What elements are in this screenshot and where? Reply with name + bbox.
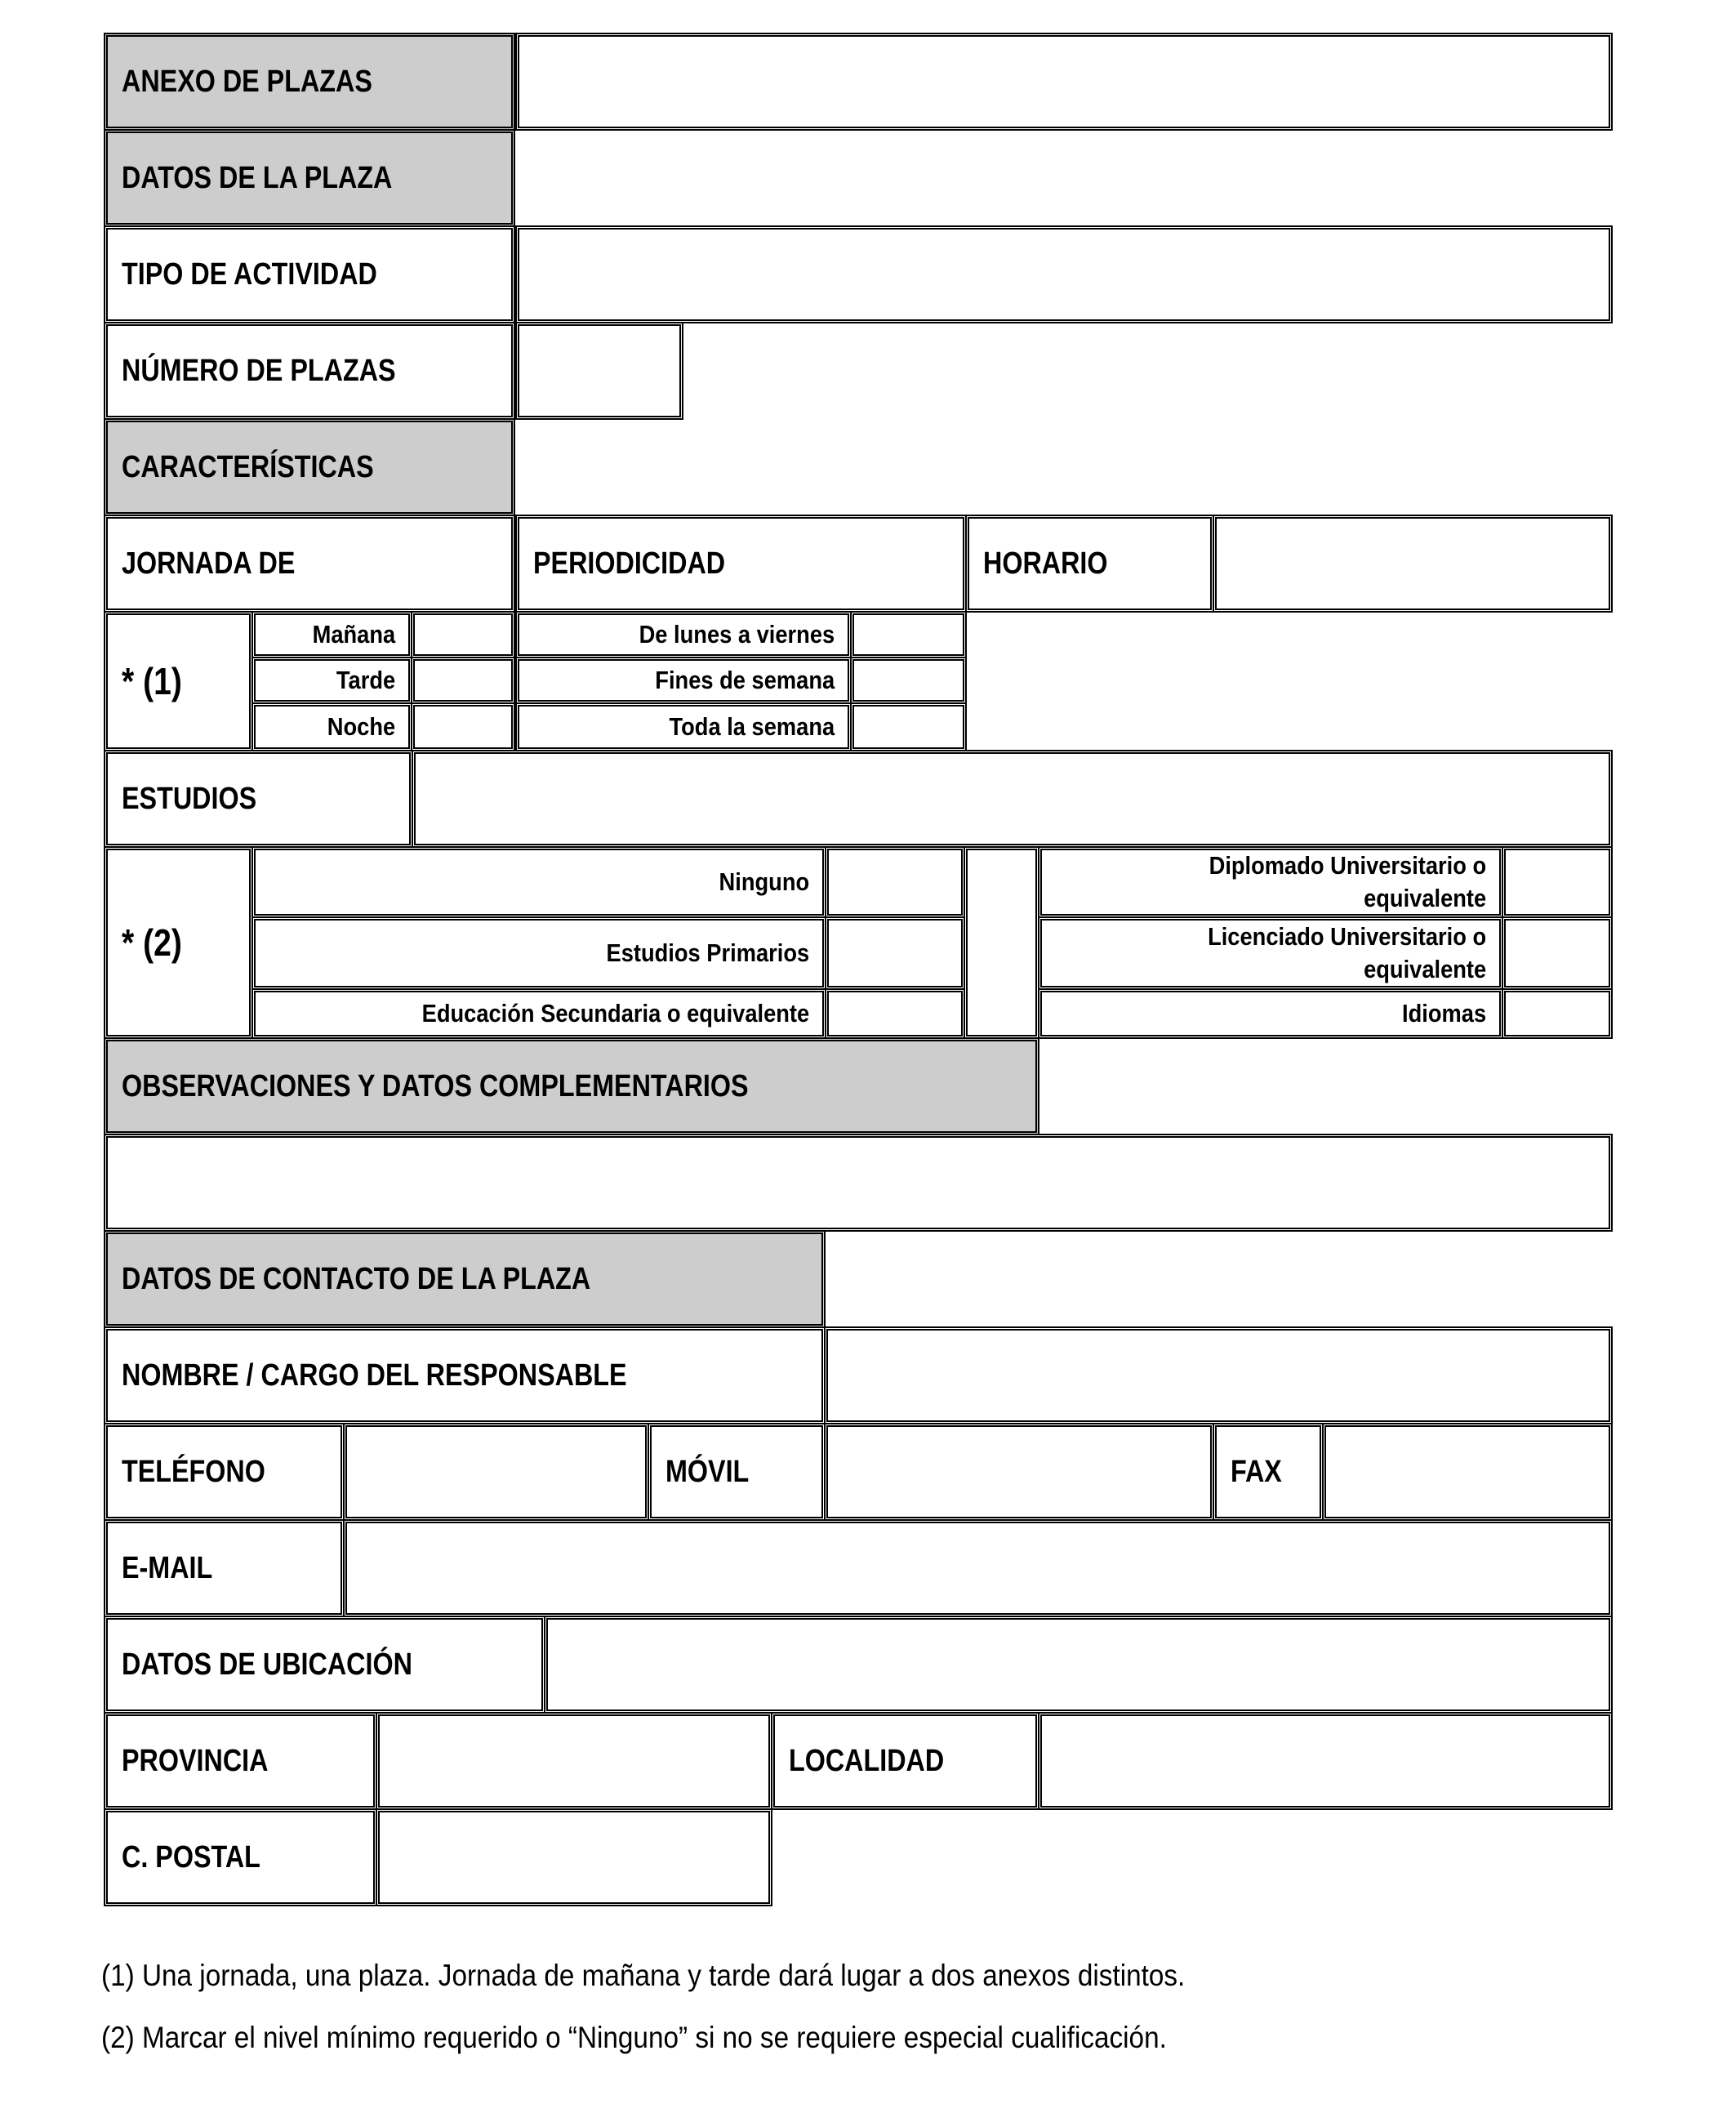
periodicidad-option-toda-semana <box>515 702 852 751</box>
periodicidad-option-fines-semana <box>515 657 852 704</box>
periodicidad-option-label: De lunes a viernes <box>639 620 835 649</box>
datos-de-la-plaza-label: DATOS DE LA PLAZA <box>122 160 393 195</box>
observaciones-label: OBSERVACIONES Y DATOS COMPLEMENTARIOS <box>122 1068 749 1103</box>
observaciones-field[interactable] <box>104 1134 1613 1232</box>
jornada-checkbox-manana[interactable] <box>411 611 515 658</box>
localidad-cell <box>771 1712 1039 1810</box>
caracteristicas-label: CARACTERÍSTICAS <box>122 449 374 484</box>
jornada-option-manana <box>251 611 412 658</box>
periodicidad-option-label: Toda la semana <box>669 712 835 741</box>
tipo-de-actividad-field[interactable] <box>515 225 1613 323</box>
movil-cell <box>648 1423 826 1521</box>
localidad-label: LOCALIDAD <box>789 1743 945 1778</box>
movil-field[interactable] <box>824 1423 1214 1521</box>
provincia-field[interactable] <box>376 1712 772 1810</box>
periodicidad-option-lunes-viernes <box>515 611 852 658</box>
estudios-option-label: Educación Secundaria o equivalente <box>421 999 810 1028</box>
periodicidad-checkbox-fines-semana[interactable] <box>850 657 967 704</box>
nombre-cargo-label: NOMBRE / CARGO DEL RESPONSABLE <box>122 1357 627 1393</box>
observaciones-header <box>104 1037 1039 1135</box>
email-cell <box>104 1519 345 1617</box>
estudios-checkbox-ninguno[interactable] <box>825 846 965 918</box>
datos-contacto-label: DATOS DE CONTACTO DE LA PLAZA <box>122 1261 591 1296</box>
caracteristicas-header <box>104 418 515 516</box>
ref2-cell <box>104 846 253 1039</box>
periodicidad-cell <box>515 515 967 613</box>
provincia-cell <box>104 1712 377 1810</box>
jornada-option-noche <box>251 702 412 751</box>
codigo-postal-label: C. POSTAL <box>122 1839 260 1875</box>
estudios-option-label: Ninguno <box>719 867 810 896</box>
fax-label: FAX <box>1231 1454 1282 1489</box>
anexo-de-plazas-label: ANEXO DE PLAZAS <box>122 64 372 99</box>
telefono-field[interactable] <box>343 1423 649 1521</box>
datos-ubicacion-label: DATOS DE UBICACIÓN <box>122 1647 412 1682</box>
estudios-cell <box>104 750 413 848</box>
tipo-de-actividad-label: TIPO DE ACTIVIDAD <box>122 256 377 292</box>
jornada-option-label: Tarde <box>336 666 396 694</box>
estudios-option-label: Idiomas <box>1402 999 1487 1028</box>
jornada-checkbox-tarde[interactable] <box>411 657 515 704</box>
estudios-label: ESTUDIOS <box>122 781 257 816</box>
anexo-de-plazas-header <box>104 33 515 131</box>
estudios-option-licenciado <box>1038 916 1503 990</box>
estudios-checkbox-idiomas[interactable] <box>1502 988 1613 1039</box>
jornada-option-tarde <box>251 657 412 704</box>
horario-label: HORARIO <box>983 546 1108 581</box>
ref1-cell <box>104 611 253 751</box>
ref1-marker: * (1) <box>122 660 182 702</box>
nombre-cargo-field[interactable] <box>824 1326 1613 1424</box>
estudios-spacer <box>964 846 1039 1039</box>
nombre-cargo-cell <box>104 1326 826 1424</box>
horario-field[interactable] <box>1213 515 1613 613</box>
estudios-checkbox-licenciado[interactable] <box>1502 916 1613 990</box>
footnote-2: (2) Marcar el nivel mínimo requerido o “Ninguno” si no se requiere especial cualificación. <box>101 2021 1167 2054</box>
estudios-option-idiomas <box>1038 988 1503 1039</box>
jornada-de-label: JORNADA DE <box>122 546 296 581</box>
estudios-checkbox-secundaria[interactable] <box>825 988 965 1039</box>
estudios-option-diplomado <box>1038 846 1503 918</box>
datos-de-la-plaza-header <box>104 129 515 227</box>
periodicidad-option-label: Fines de semana <box>655 666 835 694</box>
estudios-option-label: Diplomado Universitario o equivalente <box>1209 851 1487 912</box>
email-label: E-MAIL <box>122 1550 213 1585</box>
estudios-option-primarios <box>251 916 826 990</box>
estudios-option-label: Licenciado Universitario o equivalente <box>1208 922 1487 983</box>
movil-label: MÓVIL <box>665 1454 750 1489</box>
jornada-option-label: Mañana <box>312 620 396 649</box>
email-field[interactable] <box>343 1519 1613 1617</box>
datos-contacto-header <box>104 1230 826 1328</box>
jornada-option-label: Noche <box>327 712 396 741</box>
estudios-checkbox-primarios[interactable] <box>825 916 965 990</box>
estudios-option-secundaria <box>251 988 826 1039</box>
periodicidad-label: PERIODICIDAD <box>533 546 726 581</box>
localidad-field[interactable] <box>1038 1712 1613 1810</box>
estudios-checkbox-diplomado[interactable] <box>1502 846 1613 918</box>
numero-de-plazas-cell <box>104 322 515 420</box>
anexo-de-plazas-field[interactable] <box>515 33 1613 131</box>
estudios-field[interactable] <box>412 750 1613 848</box>
footnote-1: (1) Una jornada, una plaza. Jornada de mañana y tarde dará lugar a dos anexos distintos. <box>101 1959 1186 1992</box>
fax-cell <box>1213 1423 1324 1521</box>
codigo-postal-field[interactable] <box>376 1808 772 1906</box>
tipo-de-actividad-cell <box>104 225 515 323</box>
jornada-de-cell <box>104 515 515 613</box>
estudios-option-label: Estudios Primarios <box>606 938 810 967</box>
datos-ubicacion-field[interactable] <box>544 1616 1613 1714</box>
estudios-option-ninguno <box>251 846 826 918</box>
codigo-postal-cell <box>104 1808 377 1906</box>
provincia-label: PROVINCIA <box>122 1743 269 1778</box>
periodicidad-checkbox-lunes-viernes[interactable] <box>850 611 967 658</box>
telefono-cell <box>104 1423 345 1521</box>
horario-cell <box>965 515 1214 613</box>
numero-de-plazas-label: NÚMERO DE PLAZAS <box>122 353 396 388</box>
numero-de-plazas-field[interactable] <box>515 322 683 420</box>
telefono-label: TELÉFONO <box>122 1454 265 1489</box>
jornada-checkbox-noche[interactable] <box>411 702 515 751</box>
periodicidad-checkbox-toda-semana[interactable] <box>850 702 967 751</box>
ref2-marker: * (2) <box>122 921 182 964</box>
datos-ubicacion-cell <box>104 1616 545 1714</box>
fax-field[interactable] <box>1322 1423 1613 1521</box>
